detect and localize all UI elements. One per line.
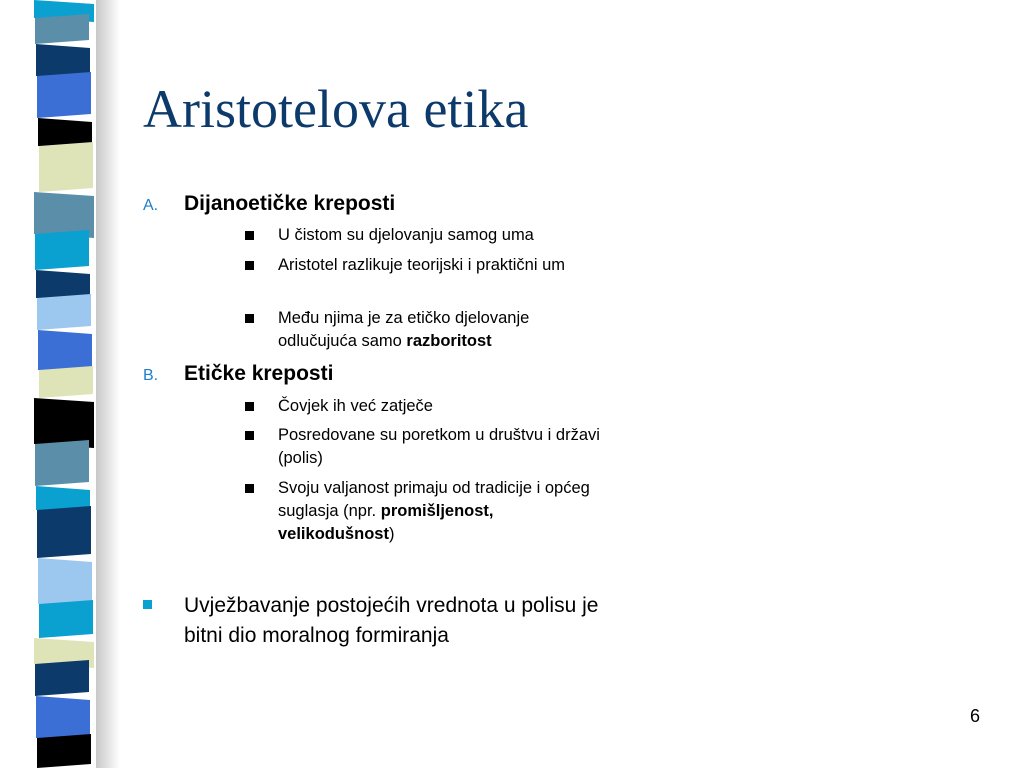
strip-block <box>35 230 89 270</box>
conclusion-text: Uvježbavanje postojećih vrednota u polisu je bitni dio moralnog formiranja <box>184 594 599 647</box>
slide-title: Aristotelova etika <box>143 79 529 139</box>
square-bullet-icon <box>245 261 254 270</box>
bullet-text-part: Među njima je za etičko djelovanje odlučujuća samo <box>278 309 530 350</box>
strip-block <box>35 14 89 44</box>
square-bullet-icon <box>245 431 254 440</box>
strip-block <box>37 734 91 768</box>
bullet-text: Aristotel razlikuje teorijski i praktični um <box>278 256 566 274</box>
section-a-marker: A. <box>143 197 159 214</box>
bullet-text-bold: razboritost <box>406 332 492 350</box>
square-bullet-icon <box>245 484 254 493</box>
bullet-text <box>278 477 608 546</box>
strip-block <box>37 294 91 330</box>
strip-block <box>39 600 93 638</box>
page-number: 6 <box>970 706 981 726</box>
strip-block <box>37 506 91 558</box>
strip-block <box>35 660 89 696</box>
square-bullet-icon <box>143 600 152 609</box>
section-b-heading: Etičke kreposti <box>184 362 334 385</box>
bullet-text: Posredovane su poretkom u društvu i državi (polis) <box>278 426 600 467</box>
strip-block <box>37 72 91 118</box>
strip-block <box>35 440 89 486</box>
square-bullet-icon <box>245 402 254 411</box>
bullet-text-bold: promišljenost, velikodušnost <box>278 502 494 543</box>
bullet-text: U čistom su djelovanju samog uma <box>278 226 534 244</box>
decorative-color-strip <box>0 0 120 768</box>
section-a-heading: Dijanoetičke kreposti <box>184 192 396 215</box>
square-bullet-icon <box>245 314 254 323</box>
strip-block <box>39 142 93 192</box>
strip-block <box>39 366 93 398</box>
bullet-text: Čovjek ih već zatječe <box>278 397 433 415</box>
strip-block <box>38 558 92 608</box>
bullet-text-part: ) <box>388 525 395 543</box>
square-bullet-icon <box>245 231 254 240</box>
bullet-text <box>278 307 608 353</box>
section-b-marker: B. <box>143 367 159 384</box>
bullet-text-part: Svoju valjanost primaju od tradicije i općeg suglasja (npr. <box>278 479 590 520</box>
